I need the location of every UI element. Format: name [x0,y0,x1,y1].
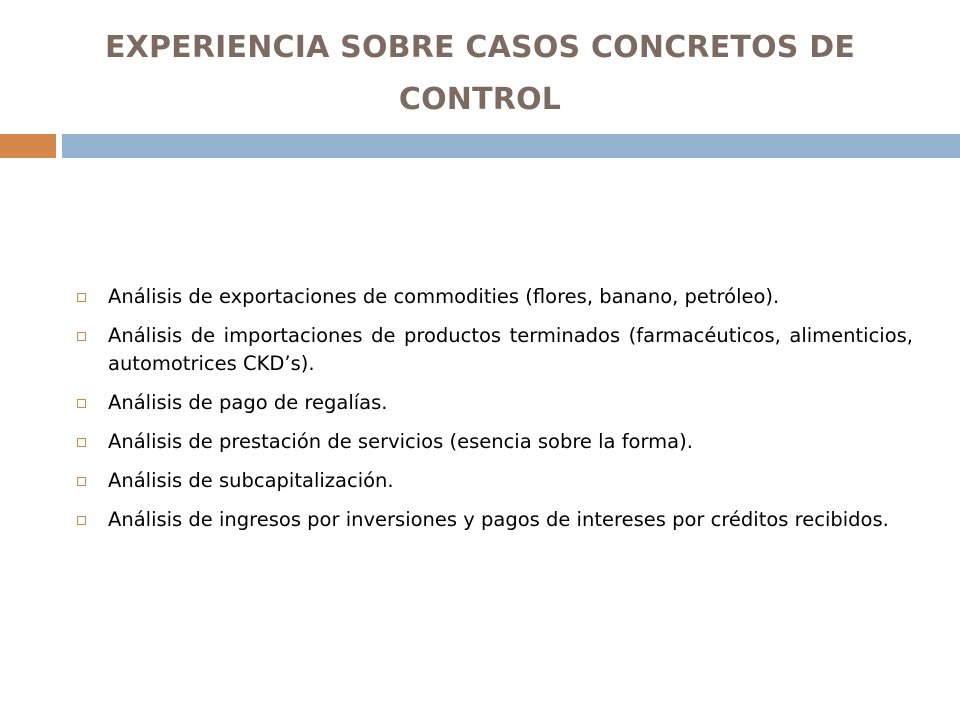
list-item [75,506,913,534]
hollow-square-icon [77,516,86,525]
hollow-square-icon [77,293,86,302]
hollow-square-icon [77,477,86,486]
bullet-text: Análisis de exportaciones de commodities (flores, banano, petróleo). [108,285,780,308]
hollow-square-icon [77,332,86,341]
accent-bar-orange [0,134,56,158]
hollow-square-icon [77,438,86,447]
bullet-text: Análisis de subcapitalización. [108,469,394,492]
list-item [75,428,913,456]
bullet-text: Análisis de importaciones de productos terminados (farmacéuticos, alimenticios, automotrices CKD’s). [108,324,913,375]
bullet-text: Análisis de ingresos por inversiones y pagos de intereses por créditos recibidos. [108,508,889,531]
accent-bar-blue [62,134,960,158]
bullet-text: Análisis de pago de regalías. [108,391,388,414]
list-item [75,283,913,311]
hollow-square-icon [77,399,86,408]
bullet-list [75,283,913,545]
list-item [75,389,913,417]
list-item [75,467,913,495]
slide-title: EXPERIENCIA SOBRE CASOS CONCRETOS DE CONTROL [104,30,856,117]
bullet-text: Análisis de prestación de servicios (esencia sobre la forma). [108,430,693,453]
list-item [75,322,913,378]
